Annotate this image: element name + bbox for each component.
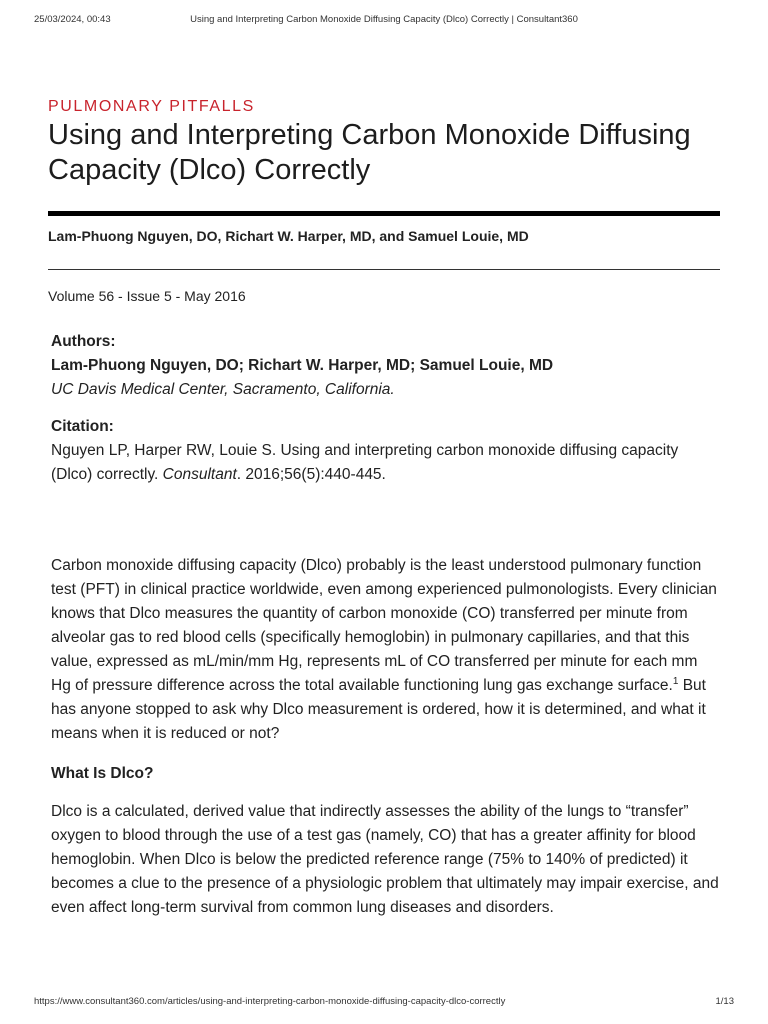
section-kicker[interactable]: PULMONARY PITFALLS [48,98,255,115]
title-divider [48,211,720,216]
byline-divider [48,269,720,270]
print-datetime: 25/03/2024, 00:43 [34,14,111,25]
print-page-title: Using and Interpreting Carbon Monoxide Diffusing Capacity (Dlco) Correctly | Consultant360 [190,14,578,25]
intro-text: Carbon monoxide diffusing capacity (Dlco) probably is the least understood pulmonary function test (PFT) in clinical practice worldwide, even among experienced pulmonologists. Every clinician knows that Dlco measures the quantity of carbon monoxide (CO) transferred per minute from alveolar gas to red blood cells (specifically hemoglobin) in pulmonary capillaries, and that this value, expressed as mL/min/mm Hg, represents mL of CO transferred per minute for each mm Hg of pressure difference across the total available functioning lung gas exchange surface. [51,557,717,694]
article-title: Using and Interpreting Carbon Monoxide Diffusing Capacity (Dlco) Correctly [48,119,691,186]
definition-paragraph: Dlco is a calculated, derived value that indirectly assesses the ability of the lungs to “transfer” oxygen to blood through the use of a test gas (namely, CO) that has a greater affinity for blood hemoglobin. When Dlco is below the predicted reference range (75% to 140% of predicted) it becomes a clue to the presence of a physiologic problem that ultimately may impair exercise, and even affect long-term survival from common lung diseases and disorders. [51,803,719,916]
article-header [48,98,720,304]
page-number: 1/13 [715,996,734,1007]
intro-paragraph [51,554,721,746]
intro-text-cont: But has anyone stopped to ask why Dlco measurement is ordered, how it is determined, and what it means when it is reduced or not? [51,677,706,742]
citation-journal: Consultant [162,466,237,483]
print-url: https://www.consultant360.com/articles/using-and-interpreting-carbon-monoxide-diffusing-capacity-dlco-correctly [34,996,506,1007]
article-meta [51,330,721,487]
article-body [51,554,721,920]
authors-list: Lam-Phuong Nguyen, DO; Richart W. Harper, MD; Samuel Louie, MD [51,357,554,374]
reference-1[interactable]: 1 [672,676,679,687]
affiliation: UC Davis Medical Center, Sacramento, California. [51,381,395,398]
citation-volume: . 2016;56(5):440-445. [236,466,386,483]
citation-label: Citation: [51,418,114,435]
citation-authors-title: Nguyen LP, Harper RW, Louie S. Using and interpreting carbon monoxide diffusing capacity (Dlco) correctly. [51,442,679,483]
issue-info[interactable]: Volume 56 - Issue 5 - May 2016 [48,288,246,304]
section-heading-what-is-dlco: What Is Dlco? [51,765,154,782]
byline: Lam-Phuong Nguyen, DO, Richart W. Harper, MD, and Samuel Louie, MD [48,228,529,244]
authors-label: Authors: [51,333,116,350]
citation-text [51,439,721,487]
